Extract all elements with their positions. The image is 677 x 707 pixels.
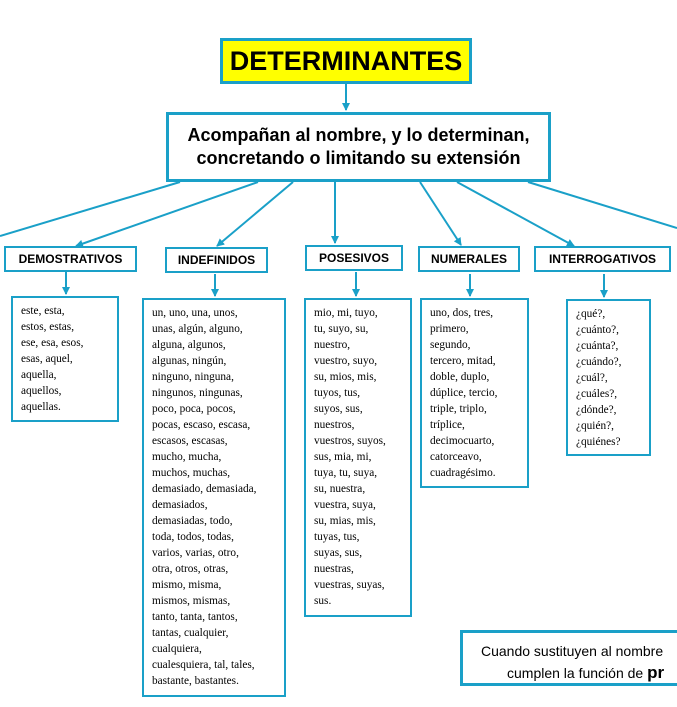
list-item: segundo, [430, 339, 471, 351]
list-item: algunas, ningún, [152, 355, 227, 367]
list-item: ¿quién?, [576, 420, 614, 432]
list-item: cualquiera, [152, 643, 202, 655]
list-indefinidos [142, 298, 286, 697]
category-demostrativos: DEMOSTRATIVOS [4, 246, 137, 272]
arrow-to-numerales [420, 182, 461, 245]
list-item: dúplice, tercio, [430, 387, 498, 399]
list-item: poco, poca, pocos, [152, 403, 236, 415]
list-item: nuestras, [314, 563, 354, 575]
list-item: pocas, escaso, escasa, [152, 419, 251, 431]
list-item: catorceavo, [430, 451, 482, 463]
list-interrogativos [566, 299, 651, 456]
list-item: tuya, tu, suya, [314, 467, 378, 479]
list-item: toda, todos, todas, [152, 531, 234, 543]
list-item: mucho, mucha, [152, 451, 222, 463]
list-item: ningunos, ningunas, [152, 387, 243, 399]
list-item: su, mias, mis, [314, 515, 376, 527]
pronoun-note-box [460, 630, 677, 686]
list-item: tantas, cualquier, [152, 627, 229, 639]
list-item: varios, varias, otro, [152, 547, 239, 559]
list-item: ese, esa, esos, [21, 337, 84, 349]
list-item: un, uno, una, unos, [152, 307, 238, 319]
arrow-to-demostrativos [76, 182, 258, 246]
list-item: tuyas, tus, [314, 531, 360, 543]
list-item: unas, algún, alguno, [152, 323, 243, 335]
list-item: demasiados, [152, 499, 208, 511]
list-item: demasiadas, todo, [152, 515, 233, 527]
list-item: nuestro, [314, 339, 351, 351]
list-item: vuestra, suya, [314, 499, 376, 511]
list-item: nuestros, [314, 419, 355, 431]
list-item: tanto, tanta, tantos, [152, 611, 238, 623]
list-item: esas, aquel, [21, 353, 73, 365]
list-item: ¿cuál?, [576, 372, 608, 384]
list-item: tu, suyo, su, [314, 323, 369, 335]
category-numerales: NUMERALES [418, 246, 520, 272]
list-item: ¿qué?, [576, 308, 606, 320]
list-item: su, nuestra, [314, 483, 366, 495]
note-line-1: Cuando sustituyen al nombre [481, 643, 664, 659]
list-item: sus. [314, 595, 332, 607]
note-line-2 [481, 662, 677, 684]
list-item: sus, mia, mi, [314, 451, 372, 463]
list-item: triple, triplo, [430, 403, 487, 415]
list-item: tercero, mitad, [430, 355, 496, 367]
list-item: ¿cuánta?, [576, 340, 619, 352]
definition-line-2: concretando o limitando su extensión [196, 148, 521, 168]
list-item: ninguno, ninguna, [152, 371, 234, 383]
category-interrogativos: INTERROGATIVOS [534, 246, 671, 272]
list-item: vuestro, suyo, [314, 355, 378, 367]
diagram-title: DETERMINANTES [220, 38, 472, 84]
list-item: escasos, escasas, [152, 435, 228, 447]
list-item: bastante, bastantes. [152, 675, 239, 687]
list-item: su, mios, mis, [314, 371, 377, 383]
arrow-to-offscreen-left [0, 182, 180, 236]
list-item: doble, duplo, [430, 371, 490, 383]
list-item: aquellas. [21, 401, 61, 413]
note-line-2-bold: pr [647, 663, 665, 682]
list-item: muchos, muchas, [152, 467, 231, 479]
list-item: cuadragésimo. [430, 467, 496, 479]
list-item: ¿cuánto?, [576, 324, 619, 336]
list-item: otra, otros, otras, [152, 563, 229, 575]
list-posesivos [304, 298, 412, 617]
list-item: mio, mi, tuyo, [314, 307, 378, 319]
category-indefinidos: INDEFINIDOS [165, 247, 268, 273]
list-item: este, esta, [21, 305, 65, 317]
list-item: uno, dos, tres, [430, 307, 494, 319]
list-demostrativos [11, 296, 119, 422]
category-posesivos: POSESIVOS [305, 245, 403, 271]
list-item: mismos, mismas, [152, 595, 231, 607]
list-item: vuestros, suyos, [314, 435, 386, 447]
list-item: suyos, sus, [314, 403, 363, 415]
list-item: ¿cuándo?, [576, 356, 622, 368]
list-item: tuyos, tus, [314, 387, 361, 399]
definition-line-1: Acompañan al nombre, y lo determinan, [187, 125, 530, 145]
list-item: alguna, algunos, [152, 339, 226, 351]
list-item: decimocuarto, [430, 435, 495, 447]
list-item: primero, [430, 323, 469, 335]
list-item: estos, estas, [21, 321, 75, 333]
arrow-to-offscreen-right [528, 182, 677, 228]
definition-box [166, 112, 551, 182]
list-item: ¿dónde?, [576, 404, 617, 416]
list-item: vuestras, suyas, [314, 579, 385, 591]
list-item: tríplice, [430, 419, 465, 431]
list-item: aquella, [21, 369, 57, 381]
list-item: mismo, misma, [152, 579, 222, 591]
list-item: aquellos, [21, 385, 62, 397]
list-item: cualesquiera, tal, tales, [152, 659, 255, 671]
note-line-2-text: cumplen la función de [507, 665, 648, 681]
list-item: ¿cuáles?, [576, 388, 618, 400]
list-item: demasiado, demasiada, [152, 483, 257, 495]
list-item: suyas, sus, [314, 547, 363, 559]
list-item: ¿quiénes? [576, 436, 621, 448]
list-numerales [420, 298, 529, 488]
